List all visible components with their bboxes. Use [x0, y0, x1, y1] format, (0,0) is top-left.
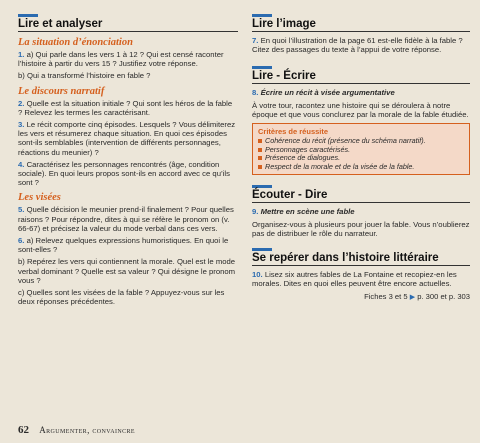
question-number: 8.	[252, 88, 259, 98]
question-9: Organisez-vous à plusieurs pour jouer la fable. Vous n’oublierez pas de distribuer le rôle du narrateur.	[252, 219, 470, 238]
arrow-right-icon: ▶	[409, 294, 416, 302]
question-text: En quoi l’illustration de la page 61 est-elle fidèle à la fable ? Citez des passages du texte à l’appui de votre réponse.	[252, 36, 463, 55]
question-number: 10.	[252, 270, 263, 279]
question-text: Lisez six autres fables de La Fontaine et recopiez-en les morales. Dites en quoi elles peuvent être encore actuelles.	[252, 270, 457, 289]
criteria-text: Personnages caractérisés.	[265, 144, 351, 154]
question-number: 9.	[252, 207, 259, 217]
question-8-title	[252, 88, 470, 97]
question-1b: b) Qui a transformé l’histoire en fable ?	[18, 71, 151, 81]
section-ecouter-dire	[252, 185, 470, 203]
question-title: Mettre en scène une fable	[260, 207, 355, 217]
question-4	[18, 160, 238, 188]
section-marker	[252, 248, 272, 251]
criteria-text: Cohérence du récit (présence du schéma narratif).	[265, 136, 426, 146]
criteria-item	[258, 163, 464, 172]
question-6c: c) Quelles sont les visées de la fable ? Appuyez-vous sur les deux réponses précédentes.	[18, 288, 225, 307]
bullet-square-icon	[258, 148, 262, 152]
left-column	[18, 14, 238, 309]
right-column	[252, 14, 470, 301]
running-title: Argumenter, convaincre	[39, 425, 135, 435]
bullet-square-icon	[258, 156, 262, 160]
question-1a	[18, 50, 238, 68]
question-number: 6.	[18, 236, 25, 246]
criteria-box	[252, 123, 470, 175]
fiches-label: Fiches 3 et 5	[364, 292, 408, 302]
question-text: a) Relevez quelques expressions humoristiques. En quoi le sont-elles ?	[18, 236, 229, 255]
question-number: 3.	[18, 120, 25, 130]
question-number: 2.	[18, 98, 25, 108]
question-text: Quelle décision le meunier prend-il finalement ? Pour quelles raisons ? Pour répondre, dites à qui se réfère le pronom on (v. 66-67) et précisez la valeur du mode verbal dans ces vers.	[18, 205, 234, 233]
question-9-title	[252, 207, 470, 216]
criteria-title: Critères de réussite	[258, 127, 329, 137]
question-number: 1.	[18, 50, 25, 59]
section-marker	[18, 14, 38, 17]
question-number: 5.	[18, 205, 25, 215]
question-7	[252, 36, 470, 54]
section-marker	[252, 185, 272, 188]
question-6b: b) Repérez les vers qui contiennent la morale. Quel est le mode verbal dominant ? Quelle est sa valeur ? Qui désigne le pronom vous ?	[18, 257, 236, 285]
question-5	[18, 205, 238, 233]
section-lire-et-analyser	[18, 14, 238, 32]
question-text: Quelle est la situation initiale ? Qui sont les héros de la fable ? Relevez les termes les caractérisant.	[18, 98, 233, 117]
subsection-title: Le discours narratif	[18, 85, 105, 97]
section-title: Se repérer dans l’histoire littéraire	[252, 252, 470, 266]
section-title: Lire - Écrire	[252, 70, 470, 84]
section-title: Lire l’image	[252, 18, 470, 32]
section-marker	[252, 66, 272, 69]
question-8: À votre tour, racontez une histoire qui se déroulera à notre époque et que vous conclurez par la morale de la fable étudiée.	[252, 100, 469, 119]
question-text: Caractérisez les personnages rencontrés (âge, condition sociale). En quoi leurs propos sont-ils en accord avec ce qu’ils sont ?	[18, 159, 230, 188]
section-title: Lire et analyser	[18, 18, 238, 32]
criteria-text: Présence de dialogues.	[265, 153, 341, 163]
question-3	[18, 120, 238, 157]
bullet-square-icon	[258, 165, 262, 169]
question-number: 4.	[18, 159, 25, 169]
question-2	[18, 99, 238, 117]
section-lire-ecrire	[252, 66, 470, 84]
section-marker	[252, 14, 272, 17]
bullet-square-icon	[258, 139, 262, 143]
question-title: Écrire un récit à visée argumentative	[260, 88, 395, 98]
question-number: 7.	[252, 36, 259, 45]
fiches-reference	[252, 292, 470, 301]
page-footer	[18, 424, 135, 436]
subsection-title: Les visées	[18, 192, 61, 204]
section-title: Écouter - Dire	[252, 189, 470, 203]
question-10	[252, 270, 470, 288]
section-lire-l-image	[252, 14, 470, 32]
subsection-title: La situation d’énonciation	[18, 37, 133, 48]
question-text: a) Qui parle dans les vers 1 à 12 ? Qui est censé raconter l’histoire à partir du vers 15 ? Justifiez votre réponse.	[18, 50, 224, 69]
fiches-pages: p. 300 et p. 303	[417, 292, 470, 302]
criteria-text: Respect de la morale et de la visée de la fable.	[265, 161, 415, 171]
question-text: Le récit comporte cinq épisodes. Lesquels ? Vous délimiterez les vers et résumerez chaque situation. En quoi ces épisodes sont-ils semblables (intervention de différents personnages, réactions du meunier) ?	[18, 120, 236, 157]
question-6a	[18, 236, 238, 254]
section-histoire-litteraire	[252, 248, 470, 266]
page-number: 62	[18, 424, 29, 436]
